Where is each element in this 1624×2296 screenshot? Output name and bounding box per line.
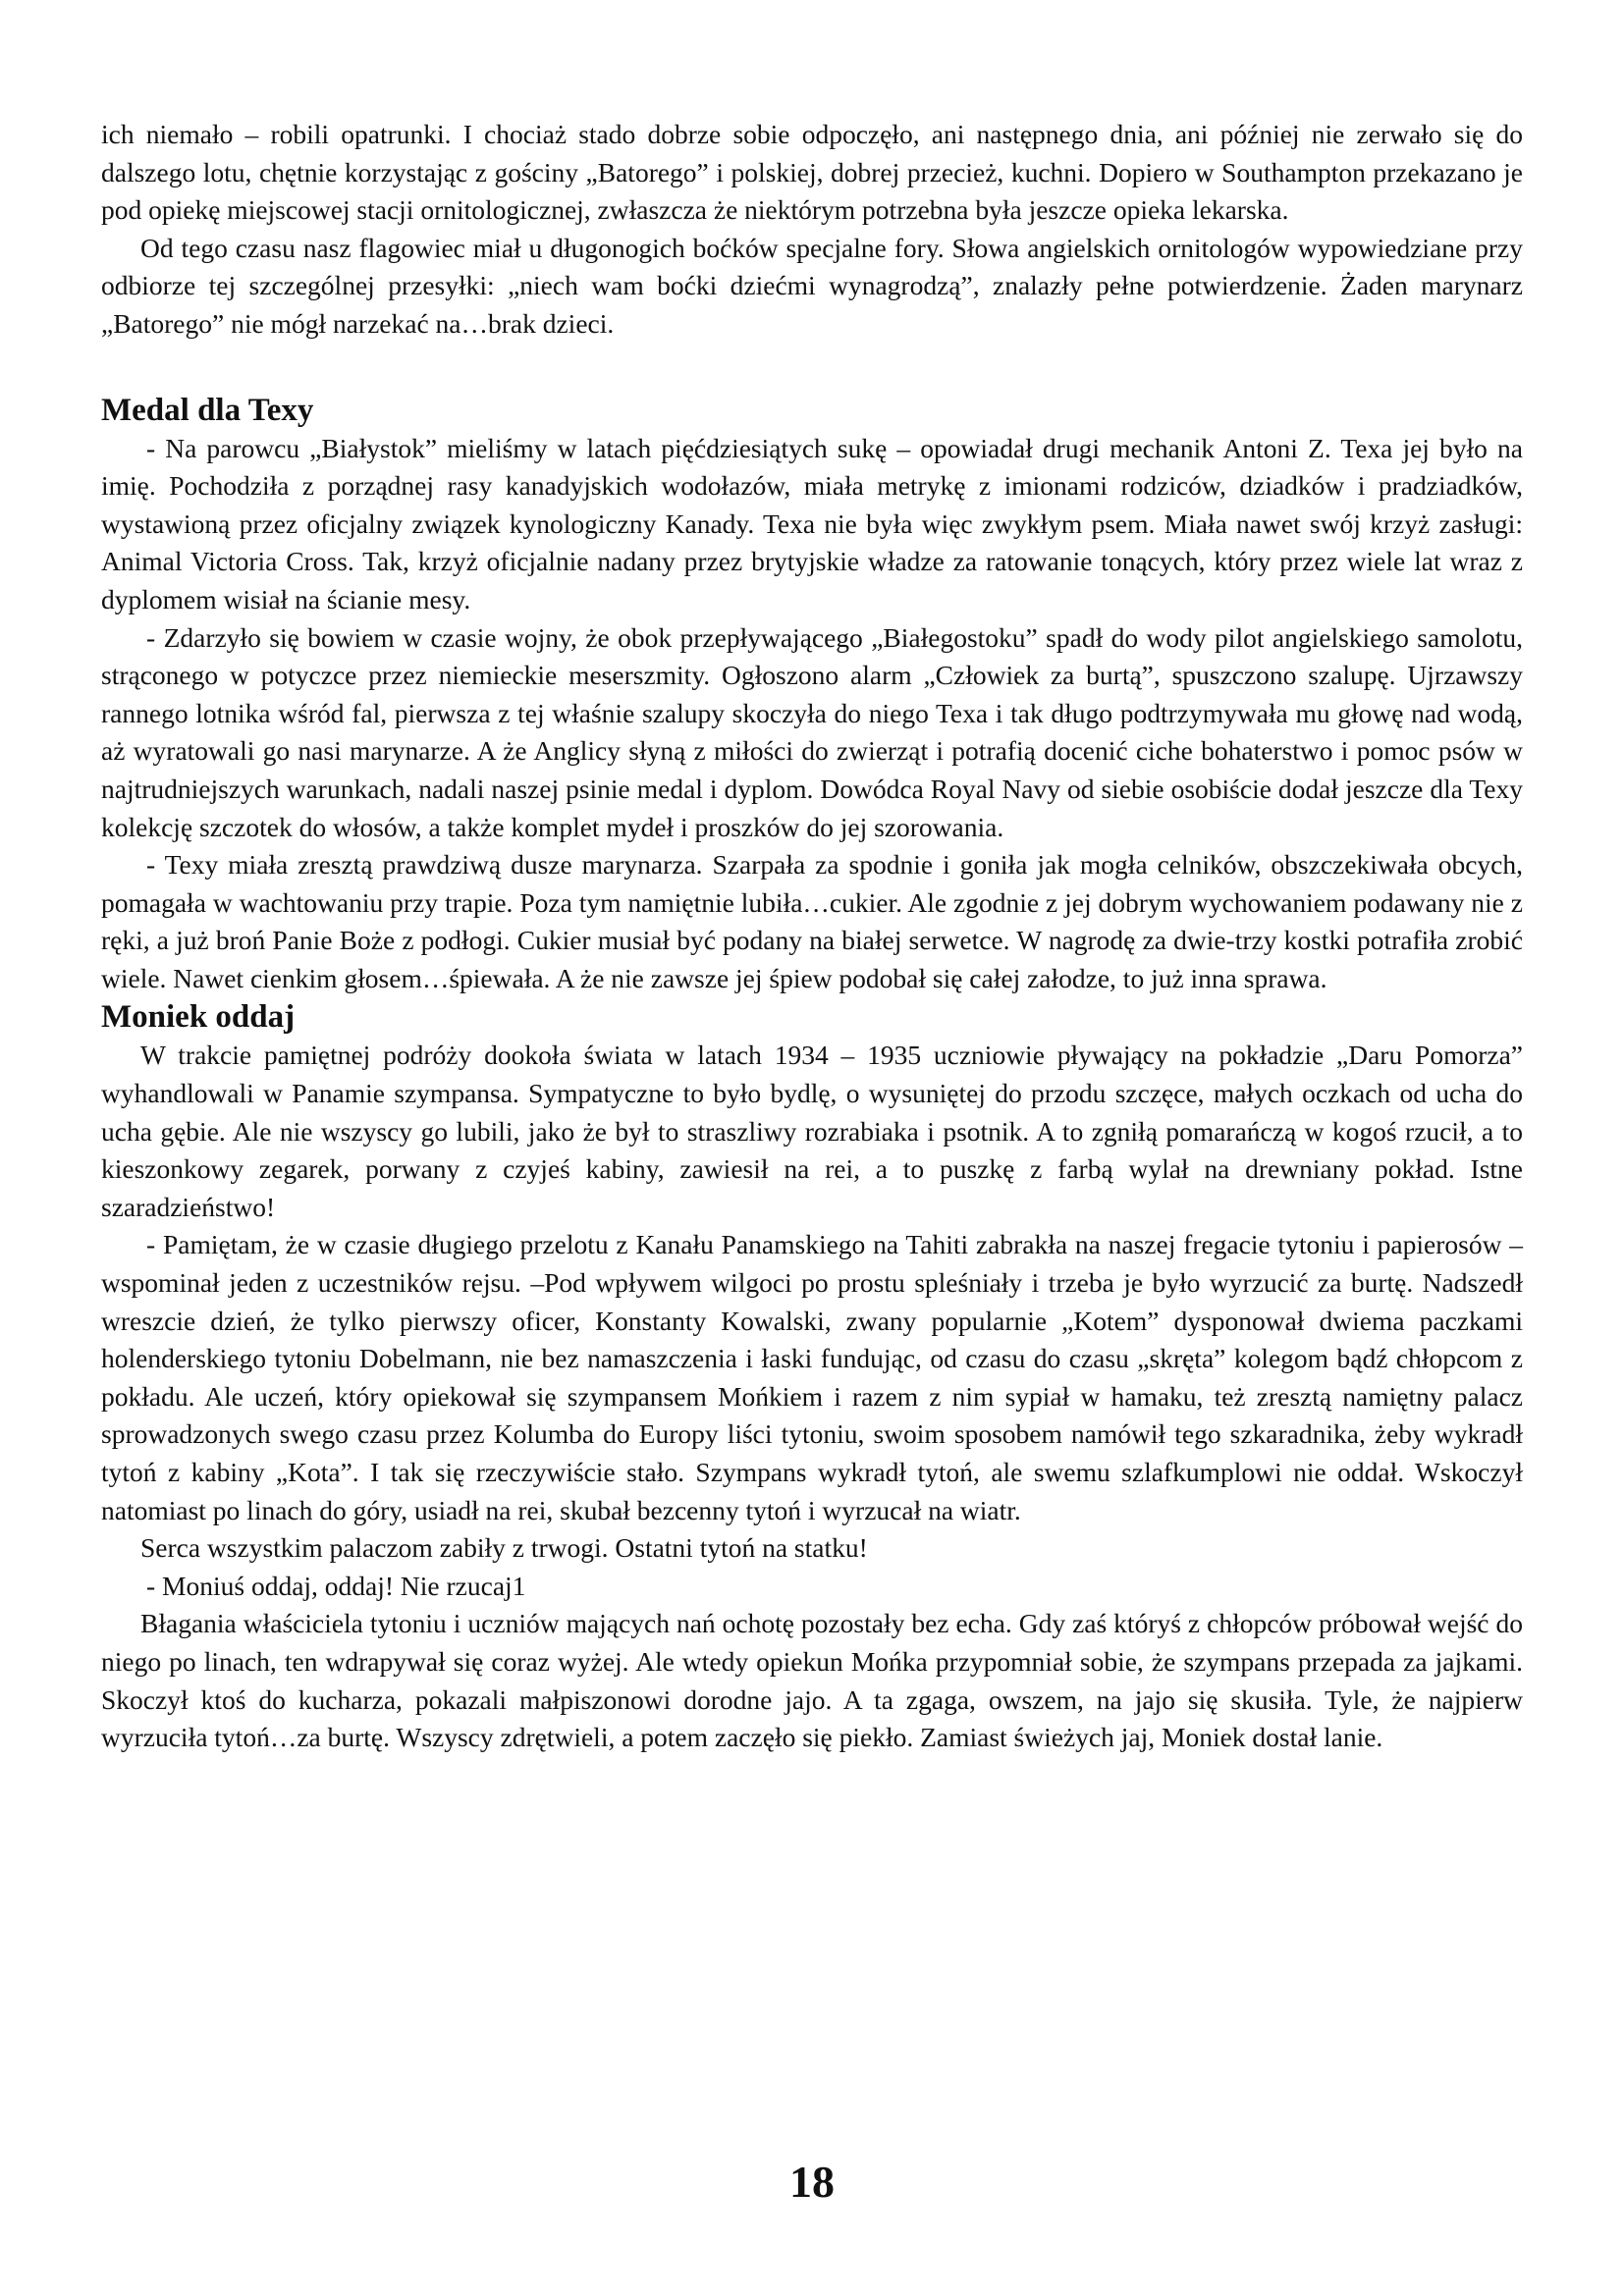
paragraph: - Moniuś oddaj, oddaj! Nie rzucaj1: [146, 1570, 526, 1601]
paragraph: - Pamiętam, że w czasie długiego przelotu z Kanału Panamskiego na Tahiti zabrakła na naszej fregacie tytoniu i papierosów – wspominał jeden z uczestników rejsu. –Pod wpływem wilgoci po prostu spleśniały i trzeba je było wyrzucić za burtę. Nadszedł wreszcie dzień, że tylko pierwszy oficer, Konstanty Kowalski, zwany popularnie „Kotem” dysponował dwiema paczkami holenderskiego tytoniu Dobelmann, nie bez namaszczenia i łaski fundując, od czasu do czasu „skręta” kolegom bądź chłopcom z pokładu. Ale uczeń, który opiekował się szympansem Mońkiem i razem z nim sypiał w hamaku, też zresztą namiętny palacz sprowadzonych swego czasu przez Kolumba do Europy liści tytoniu, swoim sposobem namówił tego szkaradnika, żeby wykradł tytoń z kabiny „Kota”. I tak się rzeczywiście stało. Szympans wykradł tytoń, ale swemu szlafkumplowi nie oddał. Wskoczył natomiast po linach do góry, usiadł na rei, skubał bezcenny tytoń i wyrzucał na wiatr.: [101, 1229, 1523, 1525]
page-number: 18: [789, 2157, 835, 2207]
page-body: [101, 116, 1523, 1757]
paragraph: ich niemało – robili opatrunki. I chociaż stado dobrze sobie odpoczęło, ani następnego dnia, ani później nie zerwało się do dalszego lotu, chętnie korzystając z gościny „Batorego” i polskiej, dobrej przecież, kuchni. Dopiero w Southampton przekazano je pod opiekę miejscowej stacji ornitologicznej, zwłaszcza że niektórym potrzebna była jeszcze opieka lekarska.: [101, 119, 1523, 226]
section-heading: Moniek oddaj: [101, 999, 296, 1036]
paragraph: - Na parowcu „Białystok” mieliśmy w latach pięćdziesiątych sukę – opowiadał drugi mechanik Antoni Z. Texa jej było na imię. Pochodziła z porządnej rasy kanadyjskich wodołazów, miała metrykę z imionami rodziców, dziadków i pradziadków, wystawioną przez oficjalny związek kynologiczny Kanady. Texa nie była więc zwykłym psem. Miała nawet swój krzyż zasługi: Animal Victoria Cross. Tak, krzyż oficjalnie nadany przez brytyjskie władze za ratowanie tonących, który przez wiele lat wraz z dyplomem wisiał na ścianie mesy.: [101, 432, 1523, 614]
paragraph: Błagania właściciela tytoniu i uczniów mających nań ochotę pozostały bez echa. Gdy zaś któryś z chłopców próbował wejść do niego po linach, ten wdrapywał się coraz wyżej. Ale wtedy opiekun Mońka przypomniał sobie, że szympans przepada za jajkami. Skoczył ktoś do kucharza, pokazali małpiszonowi dorodne jajo. A ta zgaga, owszem, na jajo się skusiła. Tyle, że najpierw wyrzuciła tytoń…za burtę. Wszyscy zdrętwieli, a potem zaczęło się piekło. Zamiast świeżych jaj, Moniek dostał lanie.: [101, 1608, 1523, 1753]
paragraph: - Zdarzyło się bowiem w czasie wojny, że obok przepływającego „Białegostoku” spadł do wody pilot angielskiego samolotu, strąconego w potyczce przez niemieckie meserszmity. Ogłoszono alarm „Człowiek za burtą”, spuszczono szalupę. Ujrzawszy rannego lotnika wśród fal, pierwsza z tej właśnie szalupy skoczyła do niego Texa i tak długo podtrzymywała mu głowę nad wodą, aż wyratowali go nasi marynarze. A że Anglicy słyną z miłości do zwierząt i potrafią docenić ciche bohaterstwo i pomoc psów w najtrudniejszych warunkach, nadali naszej psinie medal i dyplom. Dowódca Royal Navy od siebie osobiście dodał jeszcze dla Texy kolekcję szczotek do włosów, a także komplet mydeł i proszków do jej szorowania.: [101, 621, 1523, 842]
paragraph: - Texy miała zresztą prawdziwą dusze marynarza. Szarpała za spodnie i goniła jak mogła celników, obszczekiwała obcych, pomagała w wachtowaniu przy trapie. Poza tym namiętnie lubiła…cukier. Ale zgodnie z jej dobrym wychowaniem podawany nie z ręki, a już broń Panie Boże z podłogi. Cukier musiał być podany na białej serwetce. W nagrodę za dwie-trzy kostki potrafiła zrobić wiele. Nawet cienkim głosem…śpiewała. A że nie zawsze jej śpiew podobał się całej załodze, to już inna sprawa.: [101, 849, 1523, 993]
paragraph: Od tego czasu nasz flagowiec miał u długonogich boćków specjalne fory. Słowa angielskich ornitologów wypowiedziane przy odbiorze tej szczególnej przesyłki: „niech wam boćki dziećmi wynagrodzą”, znalazły pełne potwierdzenie. Żaden marynarz „Batorego” nie mógł narzekać na…brak dzieci.: [101, 232, 1523, 339]
paragraph: W trakcie pamiętnej podróży dookoła świata w latach 1934 – 1935 uczniowie pływający na pokładzie „Daru Pomorza” wyhandlowali w Panamie szympansa. Sympatyczne to było bydlę, o wysuniętej do przodu szczęce, małych oczkach od ucha do ucha gębie. Ale nie wszyscy go lubili, jako że był to straszliwy rozrabiaka i psotnik. A to zgniłą pomarańczą w kogoś rzucił, a to kieszonkowy zegarek, porwany z czyjeś kabiny, zawiesił na rei, a to puszkę z farbą wylał na drewniany pokład. Istne szaradzieństwo!: [101, 1040, 1523, 1222]
section-heading: Medal dla Texy: [101, 392, 314, 428]
paragraph: Serca wszystkim palaczom zabiły z trwogi. Ostatni tytoń na statku!: [140, 1532, 868, 1564]
